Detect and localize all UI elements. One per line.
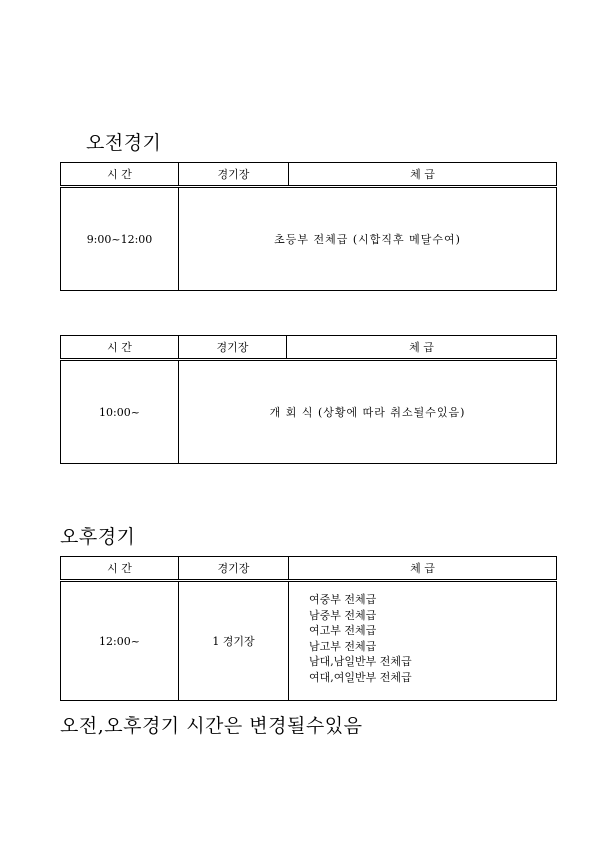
table-row bbox=[61, 360, 557, 464]
ceremony-schedule-table bbox=[60, 335, 557, 464]
description-cell: 초등부 전체급 (시합직후 메달수여) bbox=[179, 187, 557, 291]
description-cell: 개 회 식 (상황에 따라 취소될수있음) bbox=[179, 360, 557, 464]
afternoon-schedule-table bbox=[60, 556, 557, 701]
morning-schedule-table bbox=[60, 162, 557, 291]
venue-cell: 1 경기장 bbox=[179, 581, 289, 701]
table-row bbox=[61, 581, 557, 701]
time-cell: 9:00~12:00 bbox=[86, 232, 153, 246]
header-class: 체 급 bbox=[289, 163, 557, 187]
list-item: 여중부 전체급 bbox=[309, 593, 377, 606]
table-row bbox=[61, 187, 557, 291]
table-header-row bbox=[61, 336, 557, 360]
header-time: 시 간 bbox=[61, 557, 179, 581]
table-header-row bbox=[61, 163, 557, 187]
header-venue: 경기장 bbox=[179, 557, 289, 581]
time-cell: 10:00~ bbox=[99, 405, 140, 419]
header-time: 시 간 bbox=[61, 336, 179, 360]
afternoon-heading: 오후경기 bbox=[60, 526, 136, 548]
header-time: 시 간 bbox=[61, 163, 179, 187]
list-item: 여대,여일반부 전체급 bbox=[309, 670, 412, 684]
header-venue: 경기장 bbox=[179, 163, 289, 187]
schedule-change-notice: 오전,오후경기 시간은 변경될수있음 bbox=[60, 715, 363, 737]
header-class: 체 급 bbox=[287, 336, 557, 360]
time-cell: 12:00~ bbox=[99, 634, 140, 648]
table-header-row bbox=[61, 557, 557, 581]
list-item: 여고부 전체급 bbox=[309, 624, 377, 637]
list-item: 남중부 전체급 bbox=[309, 608, 377, 622]
list-item: 남고부 전체급 bbox=[309, 639, 377, 653]
header-venue: 경기장 bbox=[179, 336, 287, 360]
class-list-cell bbox=[289, 581, 557, 701]
header-class: 체 급 bbox=[289, 557, 557, 581]
morning-heading: 오전경기 bbox=[86, 132, 162, 154]
list-item: 남대,남일반부 전체급 bbox=[309, 655, 412, 668]
